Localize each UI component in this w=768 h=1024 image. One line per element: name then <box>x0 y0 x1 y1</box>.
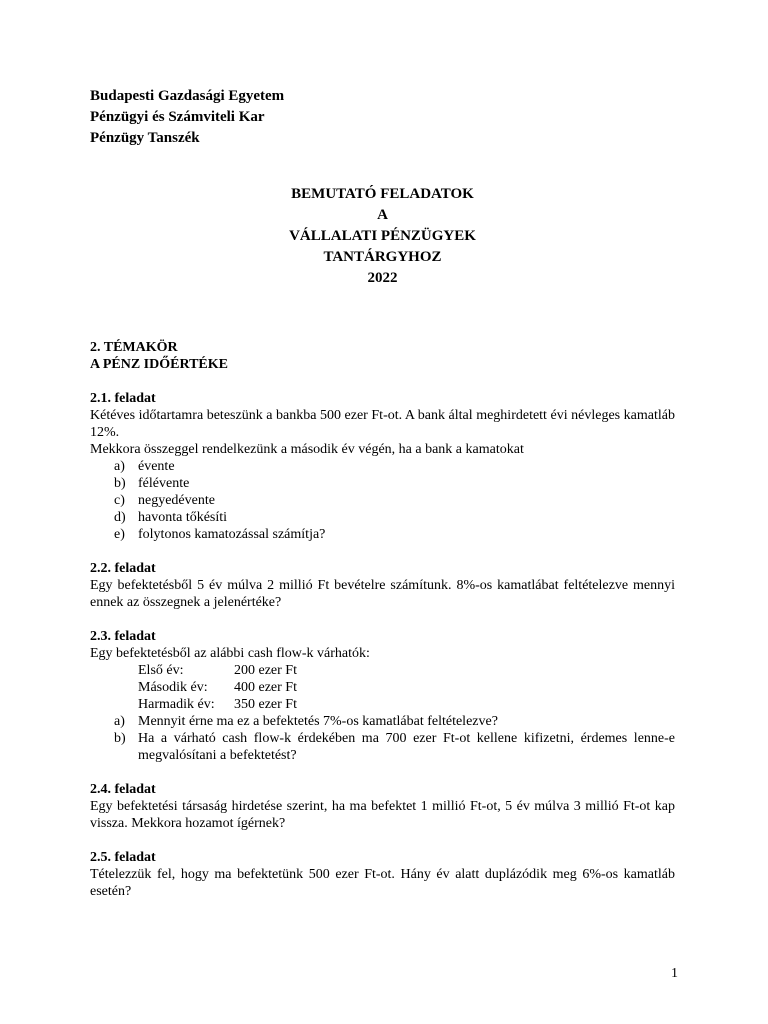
option-label: b) <box>114 731 126 746</box>
task-title: 2.5. feladat <box>90 850 156 865</box>
list-item <box>90 509 675 526</box>
cashflow-table <box>138 662 297 713</box>
cashflow-year: Harmadik év: <box>138 697 215 712</box>
option-label: b) <box>114 476 126 491</box>
cashflow-amount: 200 ezer Ft <box>234 663 297 678</box>
institution-department: Pénzügy Tanszék <box>90 130 200 146</box>
section-heading <box>90 339 675 373</box>
task-question: Mekkora összeggel rendelkezünk a második év végén, ha a bank a kamatokat <box>90 442 524 457</box>
institution-university: Budapesti Gazdasági Egyetem <box>90 88 285 104</box>
list-item <box>90 730 675 764</box>
cashflow-amount: 400 ezer Ft <box>234 680 297 695</box>
table-row <box>138 679 297 696</box>
option-text: havonta tőkésíti <box>138 510 228 525</box>
option-text: évente <box>138 459 175 474</box>
institution-block <box>90 86 675 149</box>
option-text: Mennyit érne ma ez a befektetés 7%-os kamatlábat feltételezve? <box>138 714 498 729</box>
task-2-4 <box>90 781 675 832</box>
option-label: e) <box>114 527 125 542</box>
option-label: a) <box>114 714 125 729</box>
task-text: Egy befektetésből 5 év múlva 2 millió Ft bevételre számítunk. 8%-os kamatlábat feltételezve mennyi ennek az összegnek a jelenértéke? <box>90 578 675 610</box>
section-name: A PÉNZ IDŐÉRTÉKE <box>90 357 228 372</box>
task-2-5 <box>90 849 675 900</box>
task-title: 2.1. feladat <box>90 391 156 406</box>
task-title: 2.4. feladat <box>90 782 156 797</box>
task-text: Tételezzük fel, hogy ma befektetünk 500 ezer Ft-ot. Hány év alatt duplázódik meg 6%-os kamatláb esetén? <box>90 867 675 899</box>
document-title <box>90 184 675 289</box>
cashflow-amount: 350 ezer Ft <box>234 697 297 712</box>
cashflow-year: Második év: <box>138 680 208 695</box>
option-text: folytonos kamatozással számítja? <box>138 527 326 542</box>
institution-faculty: Pénzügyi és Számviteli Kar <box>90 109 265 125</box>
page-number: 1 <box>671 966 678 981</box>
option-text: negyedévente <box>138 493 215 508</box>
task-intro: Egy befektetésből az alábbi cash flow-k várhatók: <box>90 646 370 661</box>
option-label: d) <box>114 510 126 525</box>
list-item <box>90 526 675 543</box>
list-item <box>90 492 675 509</box>
task-title: 2.2. feladat <box>90 561 156 576</box>
title-line: 2022 <box>367 270 398 286</box>
task-text: Kétéves időtartamra beteszünk a bankba 500 ezer Ft-ot. A bank által meghirdetett évi névleges kamatláb 12%. <box>90 408 675 440</box>
option-text: félévente <box>138 476 190 491</box>
option-text: Ha a várható cash flow-k érdekében ma 700 ezer Ft-ot kellene kifizetni, érdemes lenne-e megvalósítani a befektetést? <box>138 731 675 763</box>
title-line: BEMUTATÓ FELADATOK <box>291 186 474 202</box>
table-row <box>138 662 297 679</box>
section-number: 2. TÉMAKÖR <box>90 340 178 355</box>
task-text: Egy befektetési társaság hirdetése szerint, ha ma befektet 1 millió Ft-ot, 5 év múlva 3 millió Ft-ot kap vissza. Mekkora hozamot ígérnek? <box>90 799 675 831</box>
list-item <box>90 475 675 492</box>
task-2-2 <box>90 560 675 611</box>
table-row <box>138 696 297 713</box>
title-line: TANTÁRGYHOZ <box>323 249 442 265</box>
task-title: 2.3. feladat <box>90 629 156 644</box>
option-label: a) <box>114 459 125 474</box>
title-line: VÁLLALATI PÉNZÜGYEK <box>289 228 476 244</box>
list-item <box>90 458 675 475</box>
option-list <box>90 458 675 543</box>
task-2-3 <box>90 628 675 764</box>
option-label: c) <box>114 493 125 508</box>
option-list <box>90 713 675 764</box>
document-page <box>90 86 675 900</box>
title-line: A <box>377 207 388 223</box>
cashflow-year: Első év: <box>138 663 184 678</box>
task-2-1 <box>90 390 675 543</box>
list-item <box>90 713 675 730</box>
